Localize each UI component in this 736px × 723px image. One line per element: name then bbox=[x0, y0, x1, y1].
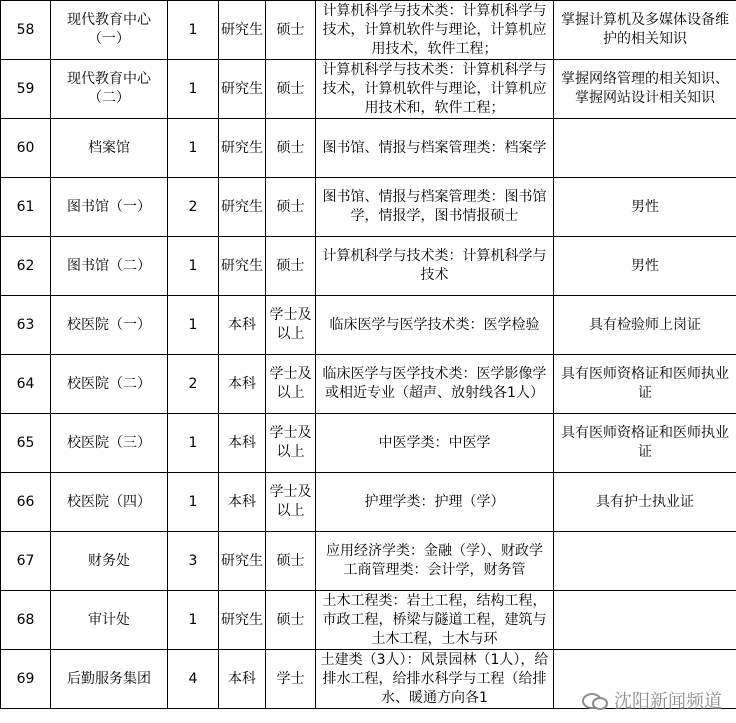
headcount-cell-text: 1 bbox=[188, 80, 198, 97]
education-cell bbox=[219, 60, 266, 119]
department-cell bbox=[51, 1, 168, 60]
major-cell bbox=[316, 178, 554, 237]
requirement-cell bbox=[554, 591, 736, 650]
table-row bbox=[1, 296, 736, 355]
row-number-cell-text: 58 bbox=[16, 21, 35, 38]
table-body bbox=[1, 1, 736, 709]
requirement-cell bbox=[554, 473, 736, 532]
requirement-cell bbox=[554, 355, 736, 414]
row-number-cell bbox=[1, 650, 51, 709]
education-cell-text: 本科 bbox=[228, 670, 256, 687]
department-cell bbox=[51, 355, 168, 414]
row-number-cell bbox=[1, 414, 51, 473]
education-cell-text: 本科 bbox=[228, 493, 256, 510]
department-cell-text: 审计处 bbox=[88, 611, 130, 628]
major-cell bbox=[316, 60, 554, 119]
row-number-cell bbox=[1, 237, 51, 296]
major-cell-text: 图书馆、情报与档案管理类：档案学 bbox=[322, 139, 547, 156]
major-cell-text: 土建类（3人）：风景园林（1人），给排水工程，给排水科学与工程（给排水、暖通方向各1 bbox=[320, 651, 549, 706]
headcount-cell-text: 1 bbox=[188, 493, 198, 510]
degree-cell-text: 硕士 bbox=[276, 80, 305, 97]
requirement-cell-text: 男性 bbox=[631, 257, 659, 274]
education-cell-text: 本科 bbox=[228, 375, 256, 392]
education-cell bbox=[219, 355, 266, 414]
education-cell-text: 研究生 bbox=[221, 552, 263, 569]
education-cell bbox=[219, 1, 266, 60]
table-row bbox=[1, 60, 736, 119]
wechat-icon bbox=[582, 691, 608, 709]
row-number-cell-text: 61 bbox=[16, 198, 35, 215]
department-cell-text: 校医院（二） bbox=[67, 375, 151, 392]
degree-cell bbox=[266, 650, 316, 709]
education-cell bbox=[219, 532, 266, 591]
headcount-cell bbox=[168, 60, 219, 119]
row-number-cell-text: 65 bbox=[16, 434, 35, 451]
education-cell-text: 本科 bbox=[228, 316, 256, 333]
requirement-cell-text: 掌握计算机及多媒体设备维护的相关知识 bbox=[561, 12, 729, 47]
degree-cell-text: 硕士 bbox=[276, 552, 305, 569]
table-row bbox=[1, 1, 736, 60]
degree-cell-text: 学士及以上 bbox=[269, 307, 312, 342]
degree-cell bbox=[266, 119, 316, 178]
table-row bbox=[1, 591, 736, 650]
row-number-cell-text: 66 bbox=[16, 493, 35, 510]
degree-cell-text: 硕士 bbox=[276, 198, 305, 215]
major-cell bbox=[316, 1, 554, 60]
education-cell bbox=[219, 237, 266, 296]
watermark-text: 沈阳新闻频道 bbox=[614, 691, 722, 712]
row-number-cell bbox=[1, 296, 51, 355]
headcount-cell bbox=[168, 473, 219, 532]
headcount-cell bbox=[168, 532, 219, 591]
headcount-cell bbox=[168, 591, 219, 650]
degree-cell bbox=[266, 178, 316, 237]
major-cell-text: 计算机科学与技术类：计算机科学与技术，计算机软件与理论，计算机应用技术，软件工程； bbox=[322, 2, 547, 57]
row-number-cell-text: 69 bbox=[16, 670, 35, 687]
education-cell bbox=[219, 296, 266, 355]
degree-cell bbox=[266, 591, 316, 650]
education-cell-text: 研究生 bbox=[221, 198, 263, 215]
department-cell-text: 校医院（三） bbox=[67, 434, 151, 451]
table-row bbox=[1, 532, 736, 591]
department-cell-text: 校医院（一） bbox=[67, 316, 151, 333]
major-cell bbox=[316, 237, 554, 296]
headcount-cell-text: 2 bbox=[188, 198, 198, 215]
headcount-cell-text: 1 bbox=[188, 257, 198, 274]
department-cell-text: 图书馆（二） bbox=[67, 257, 151, 274]
headcount-cell-text: 1 bbox=[188, 139, 198, 156]
department-cell-text: 财务处 bbox=[88, 552, 130, 569]
requirement-cell bbox=[554, 178, 736, 237]
department-cell-text: 图书馆（一） bbox=[67, 198, 151, 215]
table-row bbox=[1, 119, 736, 178]
headcount-cell-text: 1 bbox=[188, 21, 198, 38]
degree-cell-text: 学士及以上 bbox=[269, 425, 312, 460]
requirement-cell bbox=[554, 414, 736, 473]
watermark bbox=[582, 687, 722, 713]
department-cell-text: 校医院（四） bbox=[67, 493, 151, 510]
education-cell bbox=[219, 178, 266, 237]
row-number-cell-text: 67 bbox=[16, 552, 35, 569]
degree-cell-text: 硕士 bbox=[276, 257, 305, 274]
row-number-cell bbox=[1, 178, 51, 237]
headcount-cell bbox=[168, 414, 219, 473]
degree-cell bbox=[266, 473, 316, 532]
major-cell bbox=[316, 119, 554, 178]
table-row bbox=[1, 355, 736, 414]
headcount-cell-text: 4 bbox=[188, 670, 198, 687]
requirement-cell bbox=[554, 119, 736, 178]
headcount-cell-text: 2 bbox=[188, 375, 198, 392]
department-cell-text: 现代教育中心（一） bbox=[67, 12, 151, 47]
headcount-cell bbox=[168, 237, 219, 296]
degree-cell bbox=[266, 60, 316, 119]
table-row bbox=[1, 237, 736, 296]
row-number-cell bbox=[1, 119, 51, 178]
major-cell-text: 土木工程类：岩土工程，结构工程，市政工程，桥梁与隧道工程，建筑与土木工程，土木与环 bbox=[322, 592, 547, 647]
department-cell bbox=[51, 532, 168, 591]
major-cell-text: 护理学类：护理（学） bbox=[364, 493, 505, 510]
headcount-cell-text: 1 bbox=[188, 611, 198, 628]
row-number-cell-text: 60 bbox=[16, 139, 35, 156]
department-cell bbox=[51, 650, 168, 709]
major-cell-text: 临床医学与医学技术类：医学检验 bbox=[329, 316, 540, 333]
requirement-cell-text: 具有医师资格证和医师执业证 bbox=[561, 425, 729, 460]
major-cell bbox=[316, 414, 554, 473]
major-cell-text: 计算机科学与技术类：计算机科学与技术 bbox=[322, 248, 547, 283]
education-cell-text: 研究生 bbox=[221, 139, 263, 156]
degree-cell bbox=[266, 414, 316, 473]
headcount-cell bbox=[168, 178, 219, 237]
department-cell bbox=[51, 119, 168, 178]
education-cell bbox=[219, 119, 266, 178]
requirement-cell-text: 男性 bbox=[631, 198, 659, 215]
table-row bbox=[1, 473, 736, 532]
education-cell-text: 研究生 bbox=[221, 257, 263, 274]
headcount-cell bbox=[168, 296, 219, 355]
major-cell-text: 计算机科学与技术类：计算机科学与技术，计算机软件与理论，计算机应用技术和，软件工程； bbox=[322, 61, 547, 116]
degree-cell-text: 硕士 bbox=[276, 611, 305, 628]
major-cell bbox=[316, 473, 554, 532]
education-cell bbox=[219, 473, 266, 532]
education-cell bbox=[219, 414, 266, 473]
headcount-cell bbox=[168, 355, 219, 414]
row-number-cell-text: 64 bbox=[16, 375, 35, 392]
headcount-cell bbox=[168, 650, 219, 709]
requirement-cell bbox=[554, 1, 736, 60]
major-cell bbox=[316, 591, 554, 650]
requirement-cell bbox=[554, 296, 736, 355]
requirement-cell bbox=[554, 60, 736, 119]
major-cell-text: 临床医学与医学技术类：医学影像学或相近专业（超声、放射线各1人） bbox=[322, 366, 547, 401]
table-row bbox=[1, 178, 736, 237]
department-cell bbox=[51, 178, 168, 237]
row-number-cell bbox=[1, 532, 51, 591]
degree-cell bbox=[266, 237, 316, 296]
headcount-cell bbox=[168, 119, 219, 178]
education-cell bbox=[219, 591, 266, 650]
department-cell bbox=[51, 473, 168, 532]
requirement-cell-text: 掌握网络管理的相关知识、掌握网站设计相关知识 bbox=[561, 71, 729, 106]
row-number-cell bbox=[1, 473, 51, 532]
major-cell-text: 中医学类：中医学 bbox=[378, 434, 491, 451]
degree-cell bbox=[266, 296, 316, 355]
department-cell bbox=[51, 296, 168, 355]
education-cell-text: 本科 bbox=[228, 434, 256, 451]
row-number-cell bbox=[1, 1, 51, 60]
row-number-cell bbox=[1, 355, 51, 414]
row-number-cell bbox=[1, 60, 51, 119]
degree-cell-text: 学士及以上 bbox=[269, 484, 312, 519]
headcount-cell-text: 1 bbox=[188, 434, 198, 451]
degree-cell bbox=[266, 532, 316, 591]
requirement-cell-text: 具有医师资格证和医师执业证 bbox=[561, 366, 729, 401]
major-cell bbox=[316, 650, 554, 709]
degree-cell-text: 学士及以上 bbox=[269, 366, 312, 401]
requirement-cell bbox=[554, 237, 736, 296]
table-row bbox=[1, 414, 736, 473]
department-cell-text: 现代教育中心（二） bbox=[67, 71, 151, 106]
requirement-cell bbox=[554, 532, 736, 591]
row-number-cell-text: 68 bbox=[16, 611, 35, 628]
department-cell bbox=[51, 591, 168, 650]
major-cell bbox=[316, 296, 554, 355]
requirement-cell-text: 具有检验师上岗证 bbox=[589, 316, 701, 333]
degree-cell-text: 学士 bbox=[276, 670, 305, 687]
department-cell-text: 档案馆 bbox=[88, 139, 130, 156]
department-cell bbox=[51, 414, 168, 473]
headcount-cell bbox=[168, 1, 219, 60]
requirement-cell-text: 具有护士执业证 bbox=[596, 493, 694, 510]
degree-cell-text: 硕士 bbox=[276, 21, 305, 38]
degree-cell-text: 硕士 bbox=[276, 139, 305, 156]
headcount-cell-text: 3 bbox=[188, 552, 198, 569]
major-cell-text: 应用经济学类：金融（学）、财政学 工商管理类：会计学，财务管 bbox=[326, 543, 543, 578]
major-cell bbox=[316, 355, 554, 414]
education-cell-text: 研究生 bbox=[221, 611, 263, 628]
headcount-cell-text: 1 bbox=[188, 316, 198, 333]
education-cell bbox=[219, 650, 266, 709]
education-cell-text: 研究生 bbox=[221, 21, 263, 38]
department-cell bbox=[51, 60, 168, 119]
row-number-cell-text: 62 bbox=[16, 257, 35, 274]
degree-cell bbox=[266, 1, 316, 60]
degree-cell bbox=[266, 355, 316, 414]
major-cell bbox=[316, 532, 554, 591]
department-cell bbox=[51, 237, 168, 296]
education-cell-text: 研究生 bbox=[221, 80, 263, 97]
row-number-cell-text: 59 bbox=[16, 80, 35, 97]
row-number-cell bbox=[1, 591, 51, 650]
major-cell-text: 图书馆、情报与档案管理类：图书馆学，情报学，图书情报硕士 bbox=[322, 189, 547, 224]
row-number-cell-text: 63 bbox=[16, 316, 35, 333]
department-cell-text: 后勤服务集团 bbox=[67, 670, 151, 687]
